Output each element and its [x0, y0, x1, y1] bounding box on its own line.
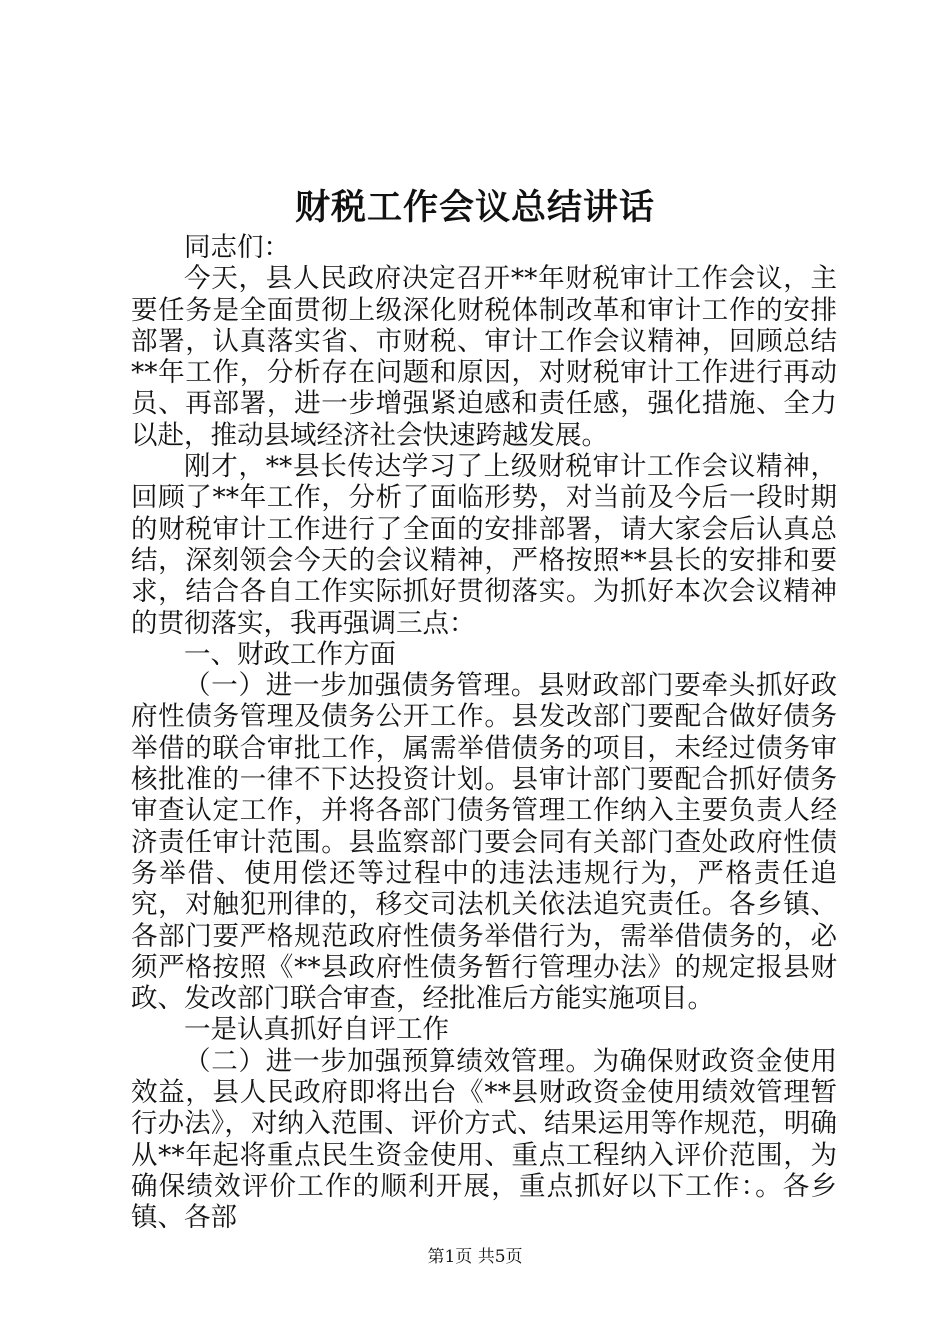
- subheading-self-evaluation: 一是认真抓好自评工作: [184, 1014, 449, 1046]
- paragraph-debt-management: （一）进一步加强债务管理。县财政部门要牵头抓好政府性债务管理及债务公开工作。县发改部门要配合做好债务举借的联合审批工作，属需举借债务的项目，未经过债务审核批准的一律不下达投资计划。县审计部门要配合抓好债务审查认定工作，并将各部门债务管理工作纳入主要负责人经济责任审计范围。县监察部门要会同有关部门查处政府性债务举借、使用偿还等过程中的违法违规行为，严格责任追究，对触犯刑律的，移交司法机关依法追究责任。各乡镇、各部门要严格规范政府性债务举借行为，需举借债务的，必须严格按照《**县政府性债务暂行管理办法》的规定报县财政、发改部门联合审查，经批准后方能实施项目。: [131, 670, 837, 1015]
- document-title: 财税工作会议总结讲话: [294, 187, 655, 228]
- paragraph-salutation: 同志们：: [184, 232, 290, 263]
- page-number: 第1页 共5页: [427, 1247, 523, 1267]
- paragraph-budget-performance: （二）进一步加强预算绩效管理。为确保财政资金使用效益，县人民政府即将出台《**县财政资金使用绩效管理暂行办法》，对纳入范围、评价方式、结果运用等作规范，明确从**年起将重点民生资金使用、重点工程纳入评价范围，为确保绩效评价工作的顺利开展，重点抓好以下工作：。各乡镇、各部: [131, 1045, 837, 1234]
- document-body: [131, 232, 837, 1234]
- section-heading-finance: 一、财政工作方面: [184, 638, 396, 670]
- paragraph-intro: 今天，县人民政府决定召开**年财税审计工作会议，主要任务是全面贯彻上级深化财税体制改革和审计工作的安排部署，认真落实省、市财税、审计工作会议精神，回顾总结**年工作，分析存在问题和原因，对财税审计工作进行再动员、再部署，进一步增强紧迫感和责任感，强化措施、全力以赴，推动县域经济社会快速跨越发展。: [131, 263, 837, 451]
- paragraph-review: 刚才，**县长传达学习了上级财税审计工作会议精神，回顾了**年工作，分析了面临形势，对当前及今后一段时期的财税审计工作进行了全面的安排部署，请大家会后认真总结，深刻领会今天的会议精神，严格按照**县长的安排和要求，结合各自工作实际抓好贯彻落实。为抓好本次会议精神的贯彻落实，我再强调三点：: [131, 451, 837, 639]
